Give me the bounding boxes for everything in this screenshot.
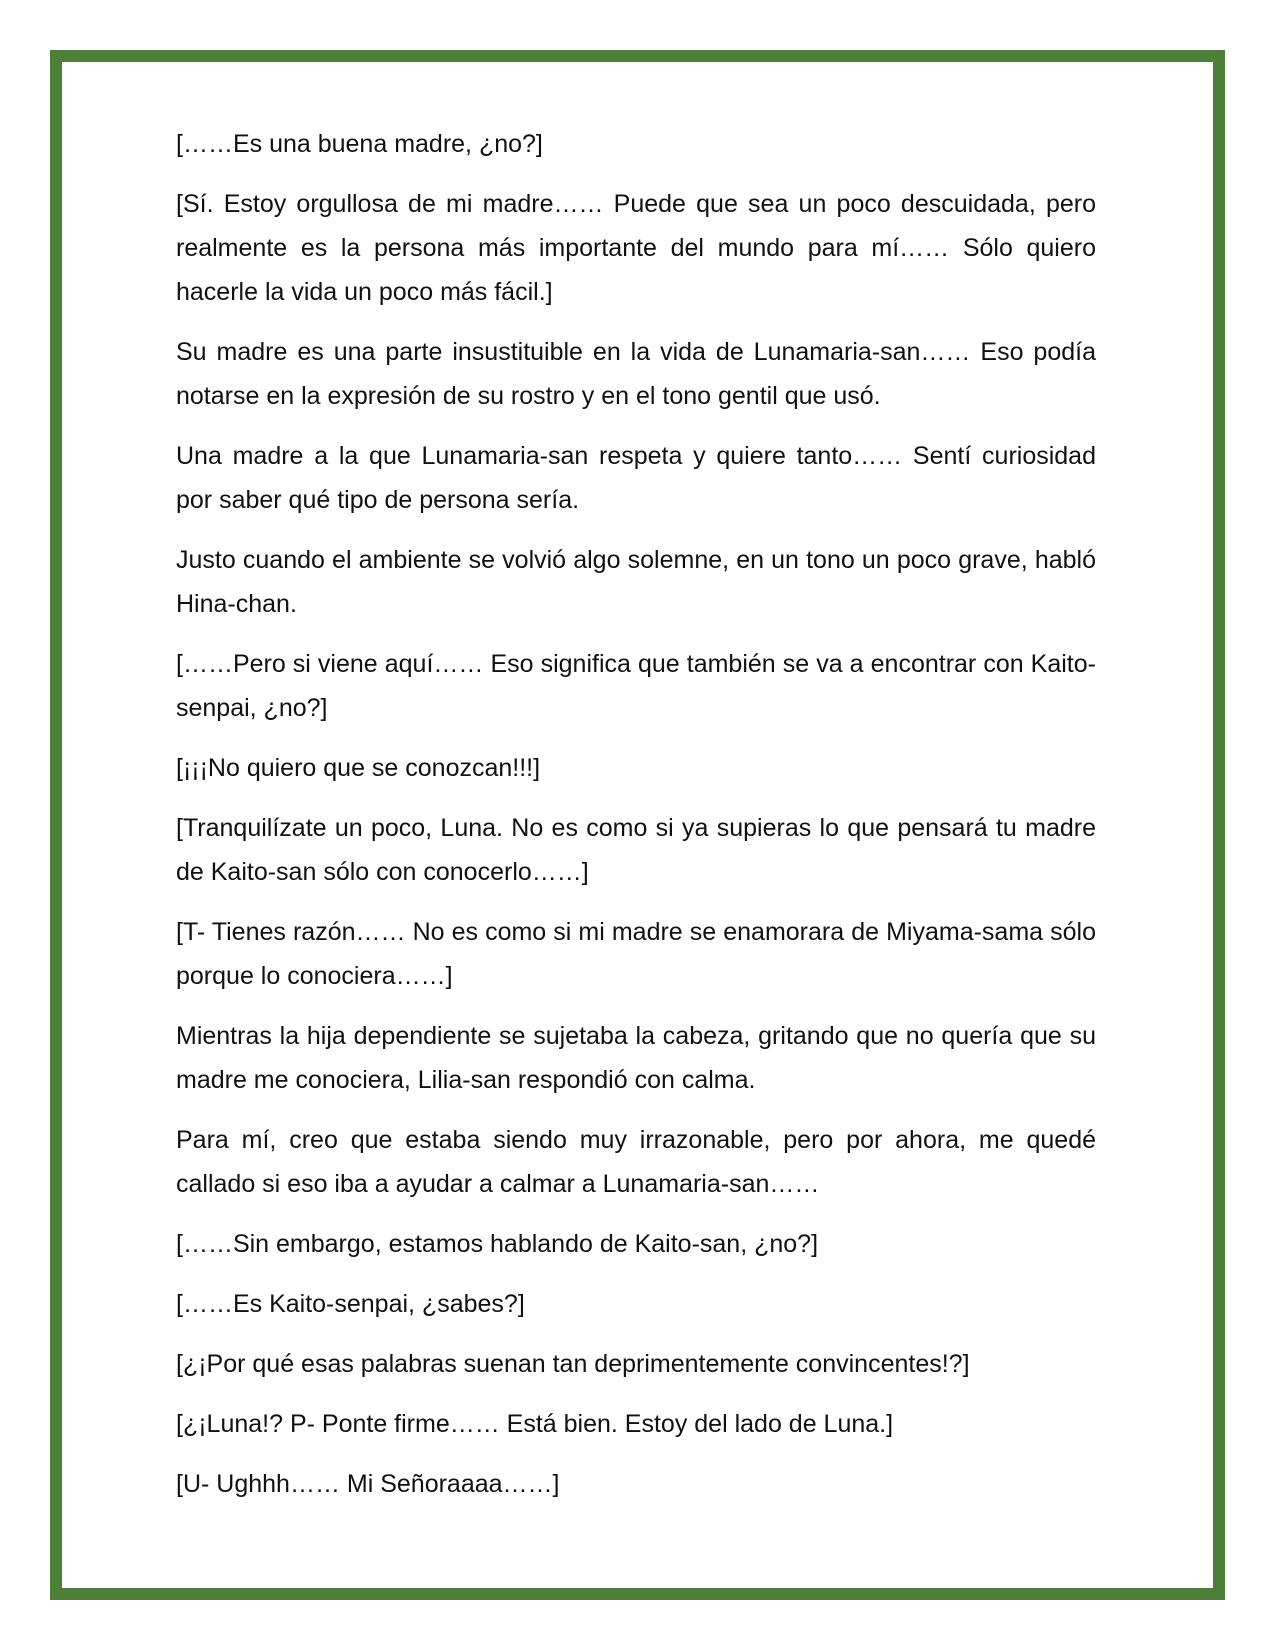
paragraph: [……Pero si viene aquí…… Eso significa que también se va a encontrar con Kaito-senpai, ¿no?] [176,650,1096,722]
paragraph: Para mí, creo que estaba siendo muy irrazonable, pero por ahora, me quedé callado si eso iba a ayudar a calmar a Lunamaria-san…… [176,1126,1096,1198]
paragraph: [¿¡Por qué esas palabras suenan tan deprimentemente convincentes!?] [176,1350,970,1378]
paragraph: [Sí. Estoy orgullosa de mi madre…… Puede que sea un poco descuidada, pero realmente es la persona más importante del mundo para mí…… Sólo quiero hacerle la vida un poco más fácil.] [176,190,1096,306]
paragraph: Mientras la hija dependiente se sujetaba la cabeza, gritando que no quería que su madre me conociera, Lilia-san respondió con calma. [176,1022,1096,1094]
paragraph: Su madre es una parte insustituible en la vida de Lunamaria-san…… Eso podía notarse en la expresión de su rostro y en el tono gentil que usó. [176,338,1096,410]
paragraph: [Tranquilízate un poco, Luna. No es como si ya supieras lo que pensará tu madre de Kaito-san sólo con conocerlo……] [176,814,1096,886]
paragraph: [……Es una buena madre, ¿no?] [176,130,543,158]
paragraph: [……Es Kaito-senpai, ¿sabes?] [176,1290,525,1318]
paragraph: [T- Tienes razón…… No es como si mi madre se enamorara de Miyama-sama sólo porque lo conociera……] [176,918,1096,990]
paragraph: Una madre a la que Lunamaria-san respeta y quiere tanto…… Sentí curiosidad por saber qué tipo de persona sería. [176,442,1096,514]
paragraph: [¿¡Luna!? P- Ponte firme…… Está bien. Estoy del lado de Luna.] [176,1410,894,1438]
document-body [176,122,1096,1522]
paragraph: [U- Ughhh…… Mi Señoraaaa……] [176,1470,560,1498]
paragraph: Justo cuando el ambiente se volvió algo solemne, en un tono un poco grave, habló Hina-chan. [176,546,1096,618]
paragraph: [¡¡¡No quiero que se conozcan!!!] [176,754,541,782]
paragraph: [……Sin embargo, estamos hablando de Kaito-san, ¿no?] [176,1230,819,1258]
